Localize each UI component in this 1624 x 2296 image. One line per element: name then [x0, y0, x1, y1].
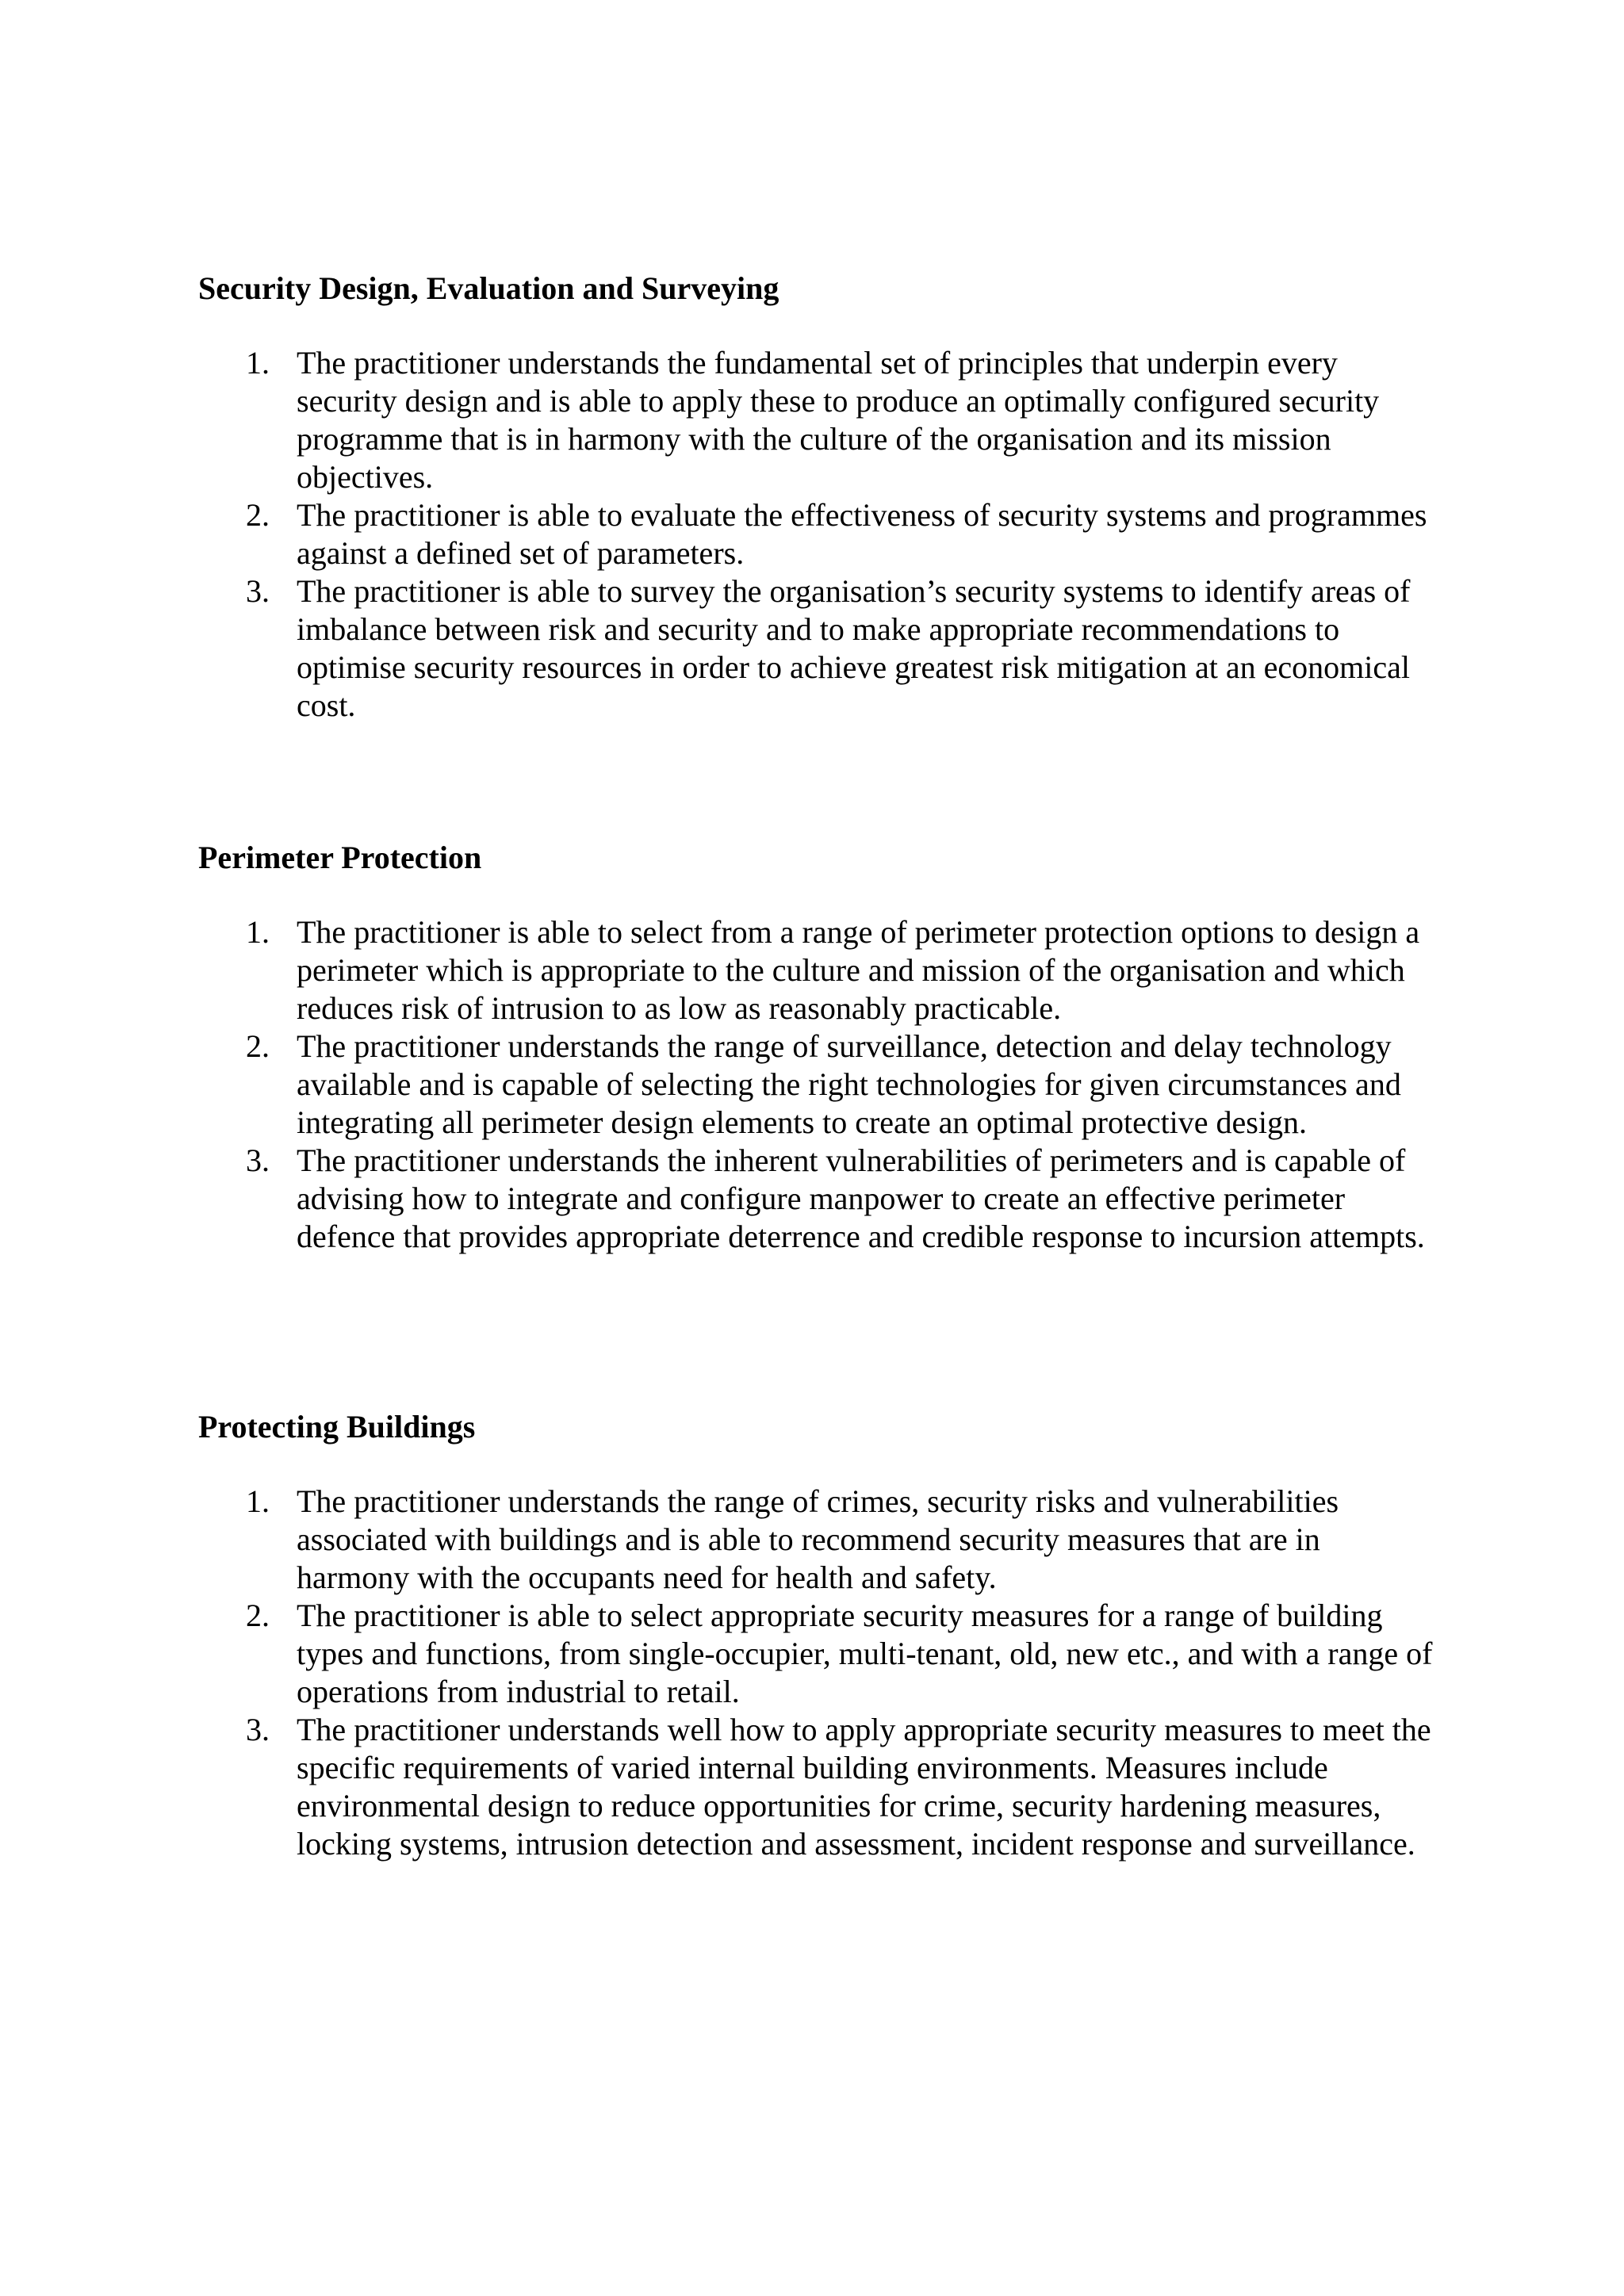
- numbered-list: [198, 344, 1435, 725]
- item-number: 3.: [246, 1142, 270, 1178]
- section-heading: Perimeter Protection: [198, 840, 482, 875]
- list-item: [198, 1142, 1435, 1256]
- item-text: The practitioner is able to survey the organisation’s security systems to identify areas of imbalance between risk and security and to make appropriate recommendations to optimise security resources in order to achieve greatest risk mitigation at an economical cost.: [297, 573, 1411, 723]
- list-item: [198, 1027, 1435, 1142]
- item-text: The practitioner understands the fundamental set of principles that underpin every security design and is able to apply these to produce an optimally configured security programme that is in harmony with the culture of the organisation and its mission objectives.: [297, 345, 1380, 495]
- item-text: The practitioner understands the range of surveillance, detection and delay technology available and is capable of selecting the right technologies for given circumstances and integrating all perimeter design elements to create an optimal protective design.: [297, 1028, 1401, 1140]
- list-item: [198, 1711, 1435, 1863]
- item-number: 2.: [246, 497, 270, 533]
- list-item: [198, 496, 1435, 572]
- list-item: [198, 913, 1435, 1027]
- list-item: [198, 344, 1435, 496]
- item-number: 3.: [246, 573, 270, 609]
- list-item: [198, 572, 1435, 725]
- item-text: The practitioner is able to select from a range of perimeter protection options to design a perimeter which is appropriate to the culture and mission of the organisation and which reduces risk of intrusion to as low as reasonably practicable.: [297, 914, 1420, 1026]
- item-text: The practitioner understands well how to apply appropriate security measures to meet the specific requirements of varied internal building environments. Measures include environmental design to reduce opportunities for crime, security hardening measures, locking systems, intrusion detection and assessment, incident response and surveillance.: [297, 1712, 1431, 1862]
- section-heading: Protecting Buildings: [198, 1409, 476, 1445]
- item-text: The practitioner is able to select appropriate security measures for a range of building types and functions, from single-occupier, multi-tenant, old, new etc., and with a range of operations from industrial to retail.: [297, 1598, 1433, 1709]
- section-perimeter-protection: [198, 839, 1435, 1256]
- section-security-design: [198, 270, 1435, 725]
- item-text: The practitioner understands the inherent vulnerabilities of perimeters and is capable of advising how to integrate and configure manpower to create an effective perimeter defence that provides appropriate deterrence and credible response to incursion attempts.: [297, 1142, 1425, 1254]
- item-text: The practitioner is able to evaluate the effectiveness of security systems and programmes against a defined set of parameters.: [297, 497, 1427, 571]
- item-number: 1.: [246, 1483, 270, 1519]
- section-protecting-buildings: [198, 1408, 1435, 1863]
- item-number: 1.: [246, 914, 270, 950]
- numbered-list: [198, 1483, 1435, 1863]
- list-item: [198, 1597, 1435, 1711]
- item-number: 3.: [246, 1712, 270, 1747]
- item-text: The practitioner understands the range of crimes, security risks and vulnerabilities associated with buildings and is able to recommend security measures that are in harmony with the occupants need for health and safety.: [297, 1483, 1339, 1595]
- item-number: 2.: [246, 1028, 270, 1064]
- list-item: [198, 1483, 1435, 1597]
- item-number: 2.: [246, 1598, 270, 1633]
- numbered-list: [198, 913, 1435, 1256]
- section-heading: Security Design, Evaluation and Surveying: [198, 270, 779, 306]
- item-number: 1.: [246, 345, 270, 381]
